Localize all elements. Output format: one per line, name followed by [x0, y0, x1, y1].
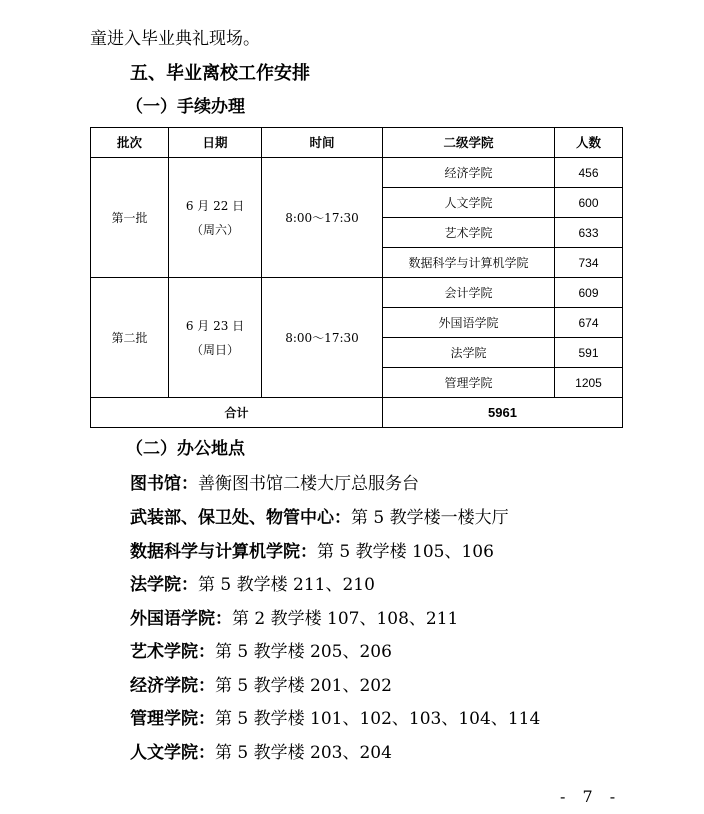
count-cell: 456 [555, 158, 623, 188]
header-college: 二级学院 [383, 128, 555, 158]
college-cell: 经济学院 [383, 158, 555, 188]
location-label: 管理学院： [130, 709, 215, 729]
weekday-text: （周日） [190, 342, 239, 357]
table-header-row [91, 128, 623, 158]
location-value: 善衡图书馆二楼大厅总服务台 [198, 474, 419, 494]
date-text: 6 月 22 日 [185, 198, 245, 213]
location-item [130, 540, 494, 564]
location-label: 数据科学与计算机学院： [130, 542, 317, 562]
total-value: 5961 [383, 398, 623, 428]
location-value: 第 5 教学楼 101、102、103、104、114 [215, 709, 541, 729]
total-label: 合计 [91, 398, 383, 428]
count-cell: 591 [555, 338, 623, 368]
count-cell: 609 [555, 278, 623, 308]
location-item [130, 707, 540, 731]
sub-heading-offices: （二）办公地点 [126, 439, 245, 459]
location-item [130, 506, 509, 530]
location-item [130, 472, 419, 496]
total-row [91, 398, 623, 428]
header-time: 时间 [262, 128, 383, 158]
batch-cell: 第二批 [91, 278, 169, 398]
location-label: 武装部、保卫处、物管中心： [130, 508, 351, 528]
location-label: 人文学院： [130, 743, 215, 763]
location-item [130, 674, 392, 698]
batch-cell: 第一批 [91, 158, 169, 278]
weekday-text: （周六） [190, 222, 239, 237]
college-cell: 数据科学与计算机学院 [383, 248, 555, 278]
table-row [91, 158, 623, 188]
count-cell: 734 [555, 248, 623, 278]
college-cell: 艺术学院 [383, 218, 555, 248]
date-cell [169, 158, 262, 278]
location-label: 艺术学院： [130, 642, 215, 662]
count-cell: 674 [555, 308, 623, 338]
page-number: - 7 - [560, 787, 622, 806]
count-cell: 600 [555, 188, 623, 218]
location-value: 第 2 教学楼 107、108、211 [232, 609, 459, 629]
location-value: 第 5 教学楼一楼大厅 [351, 508, 509, 528]
date-text: 6 月 23 日 [185, 318, 245, 333]
location-label: 外国语学院： [130, 609, 232, 629]
college-cell: 法学院 [383, 338, 555, 368]
section-heading: 五、毕业离校工作安排 [130, 63, 310, 84]
location-item [130, 607, 458, 631]
count-cell: 1205 [555, 368, 623, 398]
location-item [130, 741, 392, 765]
count-cell: 633 [555, 218, 623, 248]
header-date: 日期 [169, 128, 262, 158]
college-cell: 外国语学院 [383, 308, 555, 338]
location-item [130, 640, 392, 664]
location-item [130, 573, 375, 597]
location-value: 第 5 教学楼 203、204 [215, 743, 392, 763]
location-label: 法学院： [130, 575, 198, 595]
location-label: 图书馆： [130, 474, 198, 494]
location-value: 第 5 教学楼 105、106 [317, 542, 494, 562]
location-value: 第 5 教学楼 201、202 [215, 676, 392, 696]
procedures-table [90, 127, 623, 428]
college-cell: 会计学院 [383, 278, 555, 308]
date-cell [169, 278, 262, 398]
header-batch: 批次 [91, 128, 169, 158]
time-cell: 8:00～17:30 [262, 278, 383, 398]
college-cell: 管理学院 [383, 368, 555, 398]
location-value: 第 5 教学楼 211、210 [198, 575, 375, 595]
college-cell: 人文学院 [383, 188, 555, 218]
intro-line: 童进入毕业典礼现场。 [90, 29, 260, 49]
header-count: 人数 [555, 128, 623, 158]
table-row [91, 278, 623, 308]
time-cell: 8:00～17:30 [262, 158, 383, 278]
location-label: 经济学院： [130, 676, 215, 696]
sub-heading-procedures: （一）手续办理 [126, 97, 245, 117]
location-value: 第 5 教学楼 205、206 [215, 642, 392, 662]
